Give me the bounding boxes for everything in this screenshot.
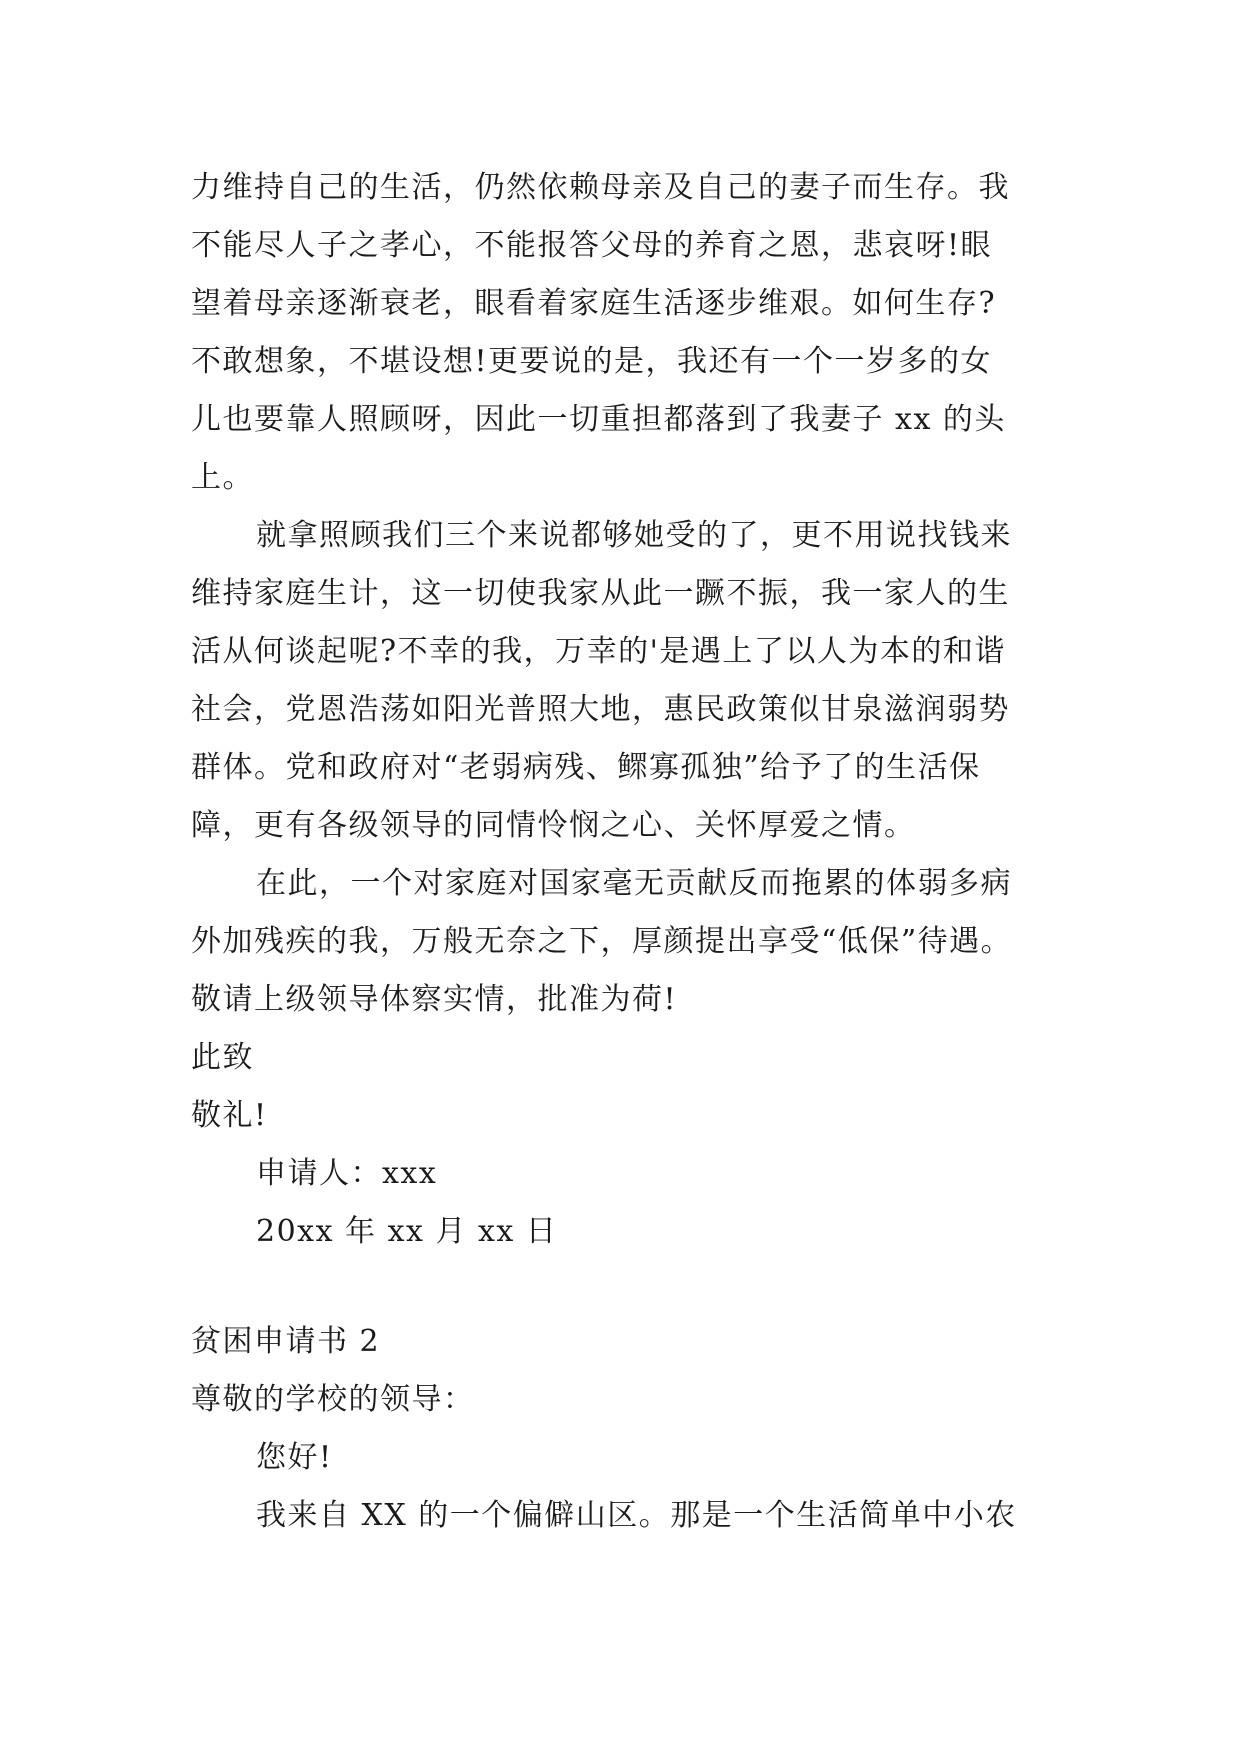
paragraph-line: 儿也要靠人照顾呀，因此一切重担都落到了我妻子 xx 的头 [191,402,1006,437]
paragraph-line: 社会，党恩浩荡如阳光普照大地，惠民政策似甘泉滋润弱势 [191,692,1010,727]
paragraph-line: 群体。党和政府对“老弱病残、鳏寡孤独”给予了的生活保 [191,750,981,785]
paragraph-line: 障，更有各级领导的同情怜悯之心、关怀厚爱之情。 [191,808,916,843]
paragraph-line: 活从何谈起呢?不幸的我，万幸的'是遇上了以人为本的和谐 [191,634,1006,669]
paragraph-line: 上。 [191,460,254,495]
paragraph-line: 不能尽人子之孝心，不能报答父母的养育之恩，悲哀呀!眼 [191,228,993,263]
paragraph-line: 在此，一个对家庭对国家毫无贡献反而拖累的体弱多病 [256,866,1012,901]
closing-regards: 敬礼! [191,1098,268,1133]
paragraph-line: 维持家庭生计，这一切使我家从此一蹶不振，我一家人的生 [191,576,1010,611]
section-title: 贫困申请书 2 [191,1324,381,1359]
paragraph-line: 力维持自己的生活，仍然依赖母亲及自己的妻子而生存。我 [191,170,1010,205]
closing-salutation: 此致 [191,1040,254,1075]
greeting-line: 您好! [256,1440,333,1475]
paragraph-line: 就拿照顾我们三个来说都够她受的了，更不用说找钱来 [256,518,1012,553]
paragraph-line: 望着母亲逐渐衰老，眼看着家庭生活逐步维艰。如何生存? [191,286,997,321]
paragraph-line: 不敢想象，不堪设想!更要说的是，我还有一个一岁多的女 [191,344,993,379]
addressee-line: 尊敬的学校的领导： [191,1382,475,1417]
paragraph-line: 外加残疾的我，万般无奈之下，厚颜提出享受“低保”待遇。 [191,924,1013,959]
date-line: 20xx 年 xx 月 xx 日 [256,1214,558,1249]
applicant-signature: 申请人：xxx [256,1156,438,1191]
paragraph-line: 我来自 XX 的一个偏僻山区。那是一个生活简单中小农 [256,1498,1017,1533]
paragraph-line: 敬请上级领导体察实情，批准为荷! [191,982,678,1017]
